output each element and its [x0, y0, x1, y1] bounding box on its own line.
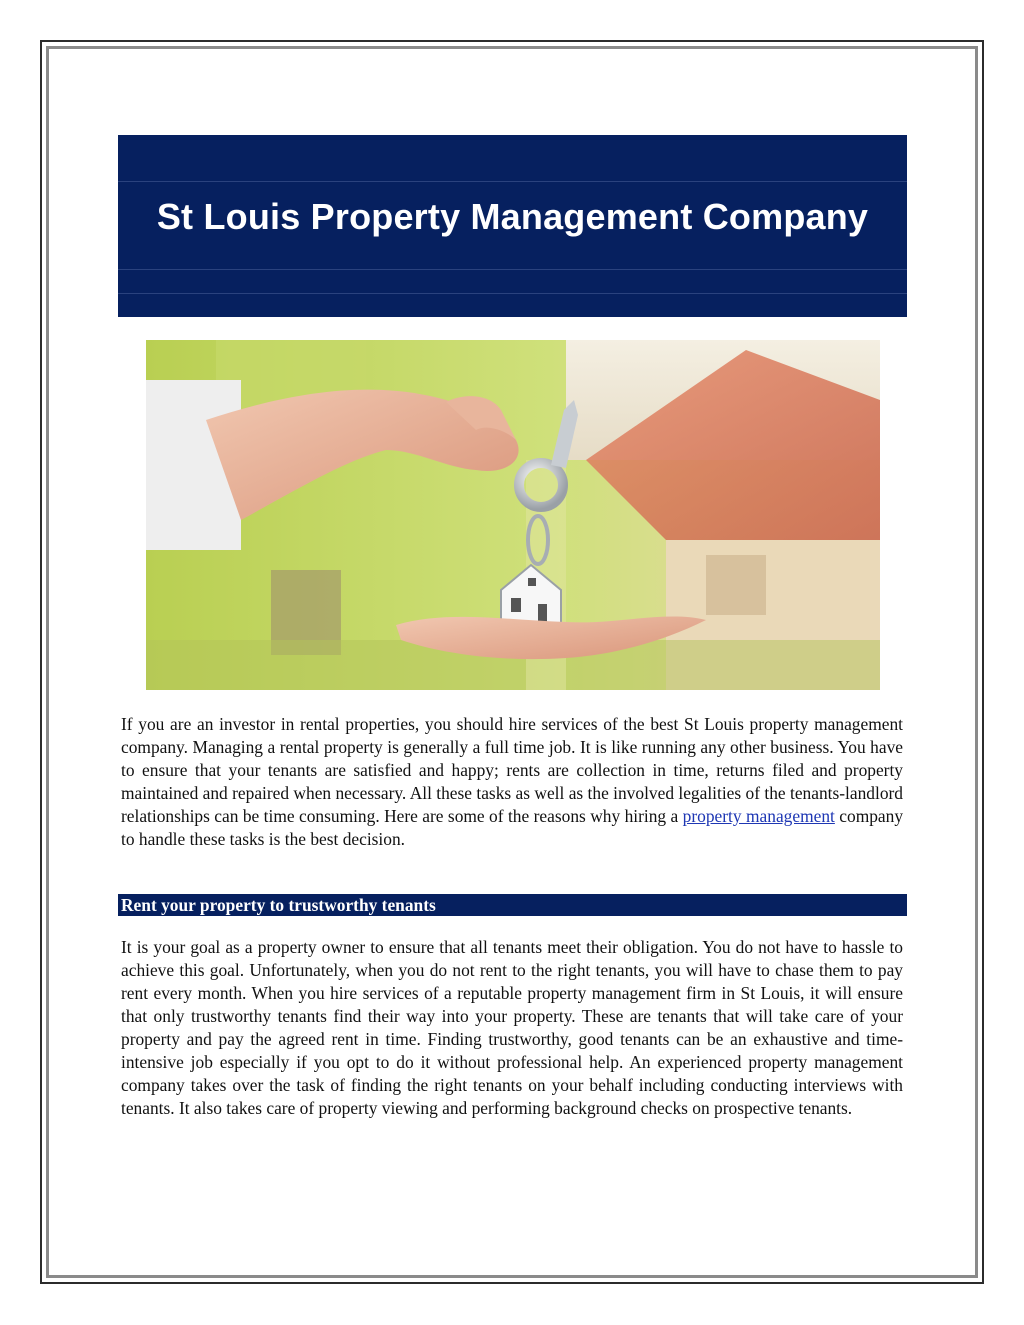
banner-rule — [118, 269, 907, 270]
intro-text-end: company to handle these tasks is the best decision. — [121, 806, 904, 849]
title-banner — [118, 135, 907, 317]
page-title: St Louis Property Management Company — [156, 196, 869, 237]
house-key-handover-photo — [146, 340, 880, 690]
section-heading: Rent your property to trustworthy tenants — [118, 894, 907, 916]
property-management-link[interactable]: property management — [682, 806, 835, 826]
section-paragraph: It is your goal as a property owner to ensure that all tenants meet their obligation. You do not have to hassle to achieve this goal. Unfortunately, when you do not rent to the right tenants, you will have to chase them to pay rent every month. When you hire services of a reputable property management firm in St Louis, it will ensure that only trustworthy tenants find their way into your property. These are tenants that will take care of your property and pay the agreed rent in time. Finding trustworthy, good tenants can be an exhaustive and time-intensive job especially if you opt to do it without professional help. An experienced property management company takes over the task of finding the right tenants on your behalf including conducting interviews with tenants. It also takes care of property viewing and performing background checks on prospective tenants. — [121, 937, 903, 1118]
banner-rule — [118, 181, 907, 182]
intro-text: If you are an investor in rental properties, you should hire services of the best St Louis property management company. Managing a rental property is generally a full time job. It is like running any other business. You have to ensure that your tenants are satisfied and happy; rents are collection in time, returns filed and property maintained and repaired when necessary. All these tasks as well as the involved legalities of the tenants-landlord relationships can be time consuming. Here are some of the reasons why hiring a — [121, 714, 903, 826]
banner-rule — [118, 293, 907, 294]
intro-paragraph — [121, 713, 903, 851]
